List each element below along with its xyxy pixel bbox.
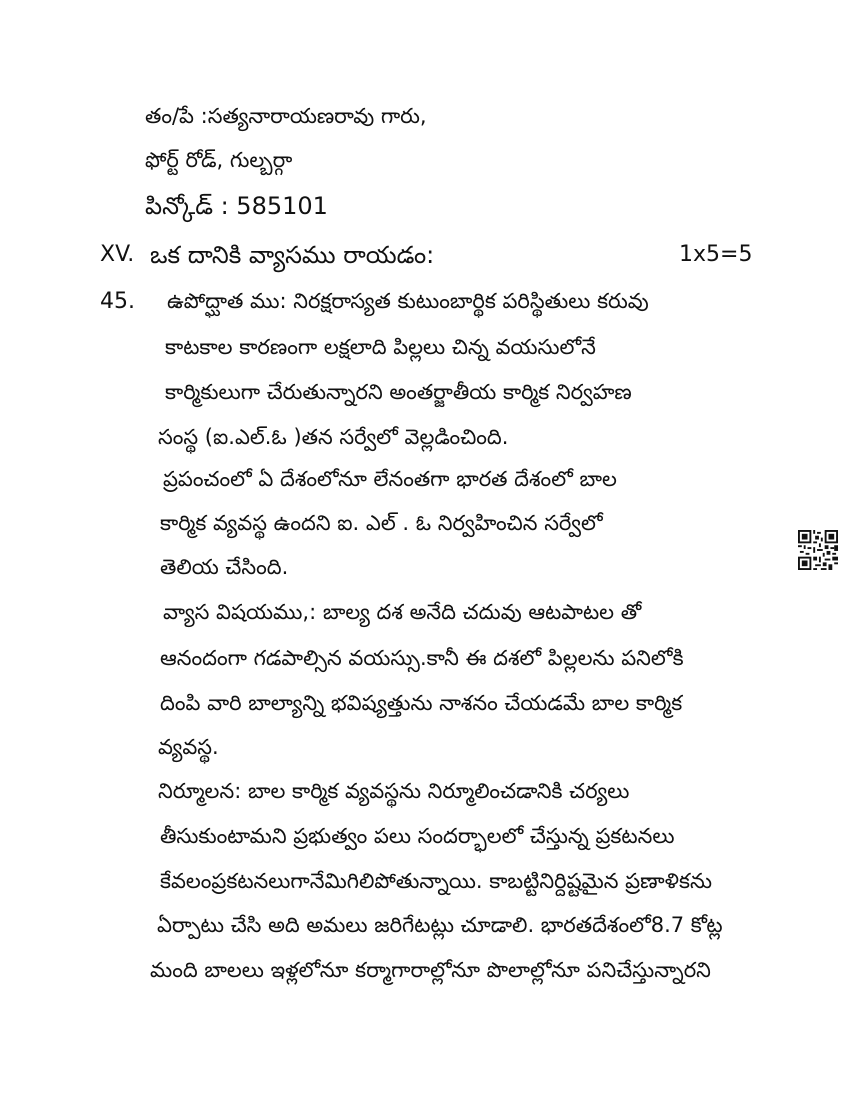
text-line: ఆనందంగా గడపాల్సిన వయస్సు.కానీ ఈ దశలో పిల్లలను పనిలోకి	[160, 646, 684, 670]
text-line: మంది బాలలు ఇళ్లలోనూ కర్మాగారాల్లోనూ పొలాల్లోనూ పనిచేస్తున్నారని	[150, 958, 711, 982]
section-marks: 1x5=5	[679, 242, 753, 267]
text-line: తీసుకుంటామని ప్రభుత్వం పలు సందర్భాలలో చేస్తున్న ప్రకటనలు	[160, 824, 675, 848]
text-line: తెలియ చేసింది.	[160, 555, 289, 579]
text-line: కాటకాల కారణంగా లక్షలాది పిల్లలు చిన్న వయసులోనే	[165, 335, 596, 359]
address-line-2: ఫోర్ట్ రోడ్, గుల్బర్గా	[145, 148, 293, 172]
pincode: పిన్కోడ్ : 585101	[145, 192, 328, 220]
text-line: ఉపోద్ఘాత ము: నిరక్షరాస్యత కుటుంబార్థిక పరిస్థితులు కరువు	[167, 289, 649, 313]
address-line-1: తం/పే :సత్యనారాయణరావు గారు,	[145, 104, 427, 128]
text-line: నిర్మూలన: బాల కార్మిక వ్యవస్థను నిర్మూలించడానికి చర్యలు	[158, 779, 630, 803]
text-line: వ్యవస్థ.	[158, 735, 219, 759]
qr-code-icon[interactable]	[798, 530, 838, 570]
text-line: కార్మిక వ్యవస్థ ఉందని ఐ. ఎల్ . ఓ నిర్వహించిన సర్వేలో	[160, 511, 603, 535]
text-line: సంస్థ (ఐ.ఎల్.ఓ )తన సర్వేలో వెల్లడించింది.	[158, 425, 509, 449]
text-line: వ్యాస విషయము,: బాల్య దశ అనేది చదువు ఆటపాటల తో	[163, 600, 642, 624]
section-number: XV.	[100, 242, 135, 267]
section-title: ఒక దానికి వ్యాసము రాయడం:	[150, 241, 435, 269]
question-number: 45.	[100, 289, 135, 314]
text-line: కేవలంప్రకటనలుగానేమిగిలిపోతున్నాయి. కాబట్టినిర్దిష్టమైన ప్రణాళికను	[160, 869, 712, 893]
text-line: దింపి వారి బాల్యాన్ని భవిష్యత్తును నాశనం చేయడమే బాల కార్మిక	[160, 691, 683, 715]
text-line: ప్రపంచంలో ఏ దేశంలోనూ లేనంతగా భారత దేశంలో బాల	[163, 467, 617, 491]
text-line: ఏర్పాటు చేసి అది అమలు జరిగేటట్లు చూడాలి. భారతదేశంలో8.7 కోట్ల	[157, 913, 723, 937]
text-line: కార్మికులుగా చేరుతున్నారని అంతర్జాతీయ కార్మిక నిర్వహణ	[165, 380, 632, 404]
